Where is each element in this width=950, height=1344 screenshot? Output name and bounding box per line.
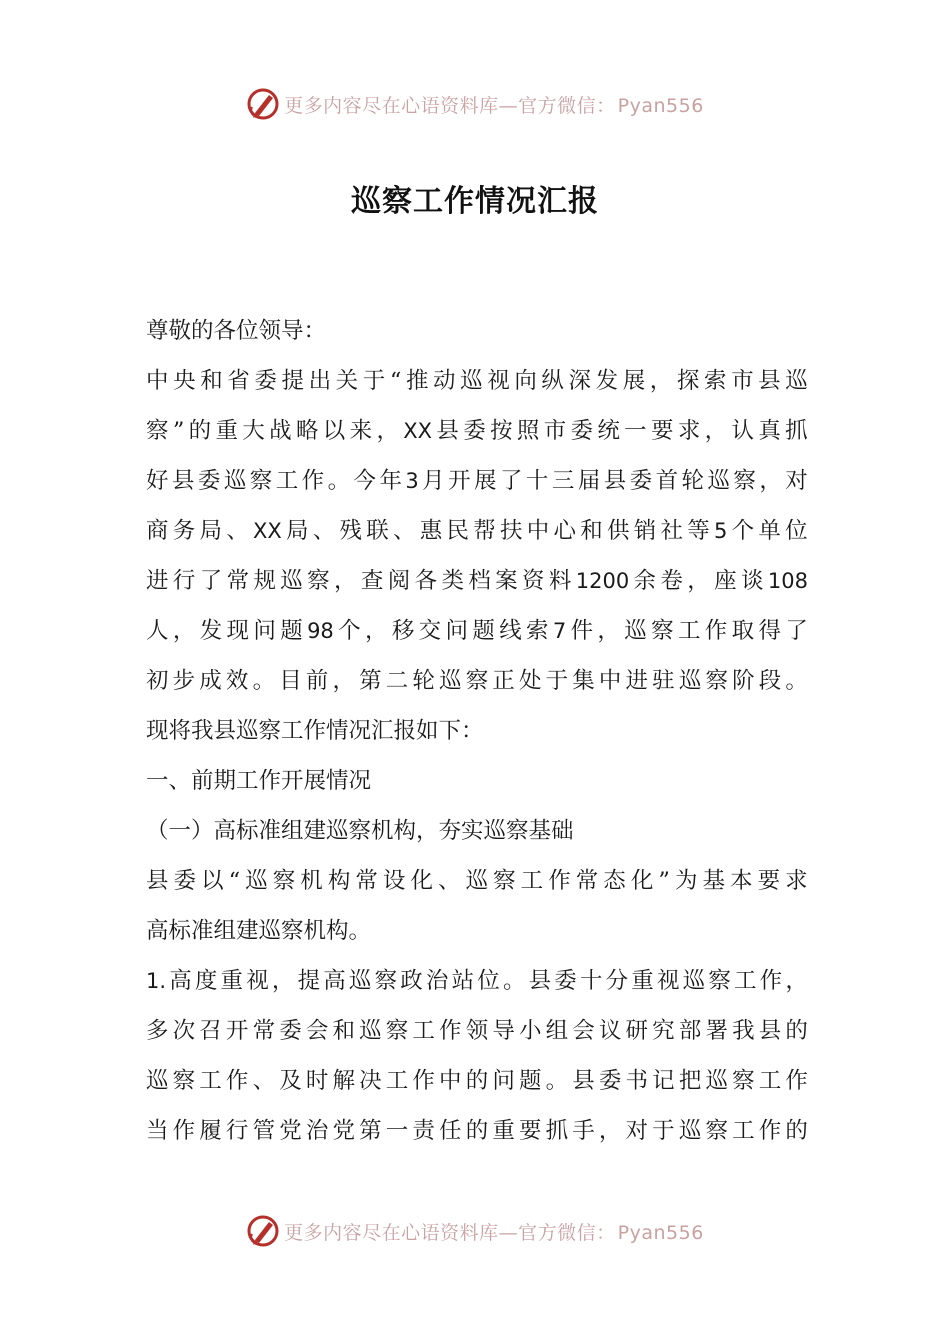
document-body: [146, 306, 808, 1156]
text-line: 巡 察 工 作 、 及 时 解 决 工 作 中 的 问 题 。 县 委 书 记 把 巡 察 工 作: [146, 1068, 808, 1094]
text-line: 一、前期工作开展情况: [146, 768, 372, 794]
text-line: 人 ， 发 现 问 题 98 个 ， 移 交 问 题 线 索 7 件 ， 巡 察 工 作 取 得 了: [146, 618, 808, 644]
text-line: 1. 高 度 重 视 ， 提 高 巡 察 政 治 站 位 。 县 委 十 分 重 视 巡 察 工 作 ，: [146, 968, 808, 994]
watermark-main: 更多内容尽在心语资料库—官方微信：: [284, 94, 616, 117]
text-line: 初 步 成 效 。 目 前 ， 第 二 轮 巡 察 正 处 于 集 中 进 驻 巡 察 阶 段 。: [146, 668, 808, 694]
text-line: 高标准组建巡察机构。: [146, 918, 372, 944]
watermark-footer: [0, 1211, 950, 1251]
document-title: 巡察工作情况汇报: [351, 184, 599, 219]
text-line: 现将我县巡察工作情况汇报如下：: [146, 718, 484, 744]
watermark-text: [284, 91, 704, 118]
text-line: 进 行 了 常 规 巡 察 ， 查 阅 各 类 档 案 资 料 1200 余 卷 ， 座 谈 108: [146, 568, 808, 594]
watermark-header: [0, 84, 950, 124]
watermark-text: [284, 1218, 704, 1245]
text-line: 好 县 委 巡 察 工 作 。 今 年 3 月 开 展 了 十 三 届 县 委 首 轮 巡 察 ， 对: [146, 468, 808, 494]
text-line: 多 次 召 开 常 委 会 和 巡 察 工 作 领 导 小 组 会 议 研 究 部 署 我 县 的: [146, 1018, 808, 1044]
text-line: （一）高标准组建巡察机构，夯实巡察基础: [146, 818, 574, 844]
text-line: 县 委 以 “ 巡 察 机 构 常 设 化 、 巡 察 工 作 常 态 化 ” 为 基 本 要 求: [146, 868, 808, 894]
text-line: 商 务 局 、 XX 局 、 残 联 、 惠 民 帮 扶 中 心 和 供 销 社 等 5 个 单 位: [146, 518, 808, 544]
pen-logo-icon: [246, 1214, 280, 1248]
text-line: 中 央 和 省 委 提 出 关 于 “ 推 动 巡 视 向 纵 深 发 展 ， 探 索 市 县 巡: [146, 368, 808, 394]
text-line: 尊敬的各位领导：: [146, 318, 327, 344]
watermark-id: Pyan556: [617, 94, 704, 117]
watermark-main: 更多内容尽在心语资料库—官方微信：: [284, 1221, 616, 1244]
pen-logo-icon: [246, 87, 280, 121]
text-line: 察 ” 的 重 大 战 略 以 来 ， XX 县 委 按 照 市 委 统 一 要 求 ， 认 真 抓: [146, 418, 808, 444]
text-line: 当 作 履 行 管 党 治 党 第 一 责 任 的 重 要 抓 手 ， 对 于 巡 察 工 作 的: [146, 1118, 808, 1144]
watermark-id: Pyan556: [617, 1221, 704, 1244]
